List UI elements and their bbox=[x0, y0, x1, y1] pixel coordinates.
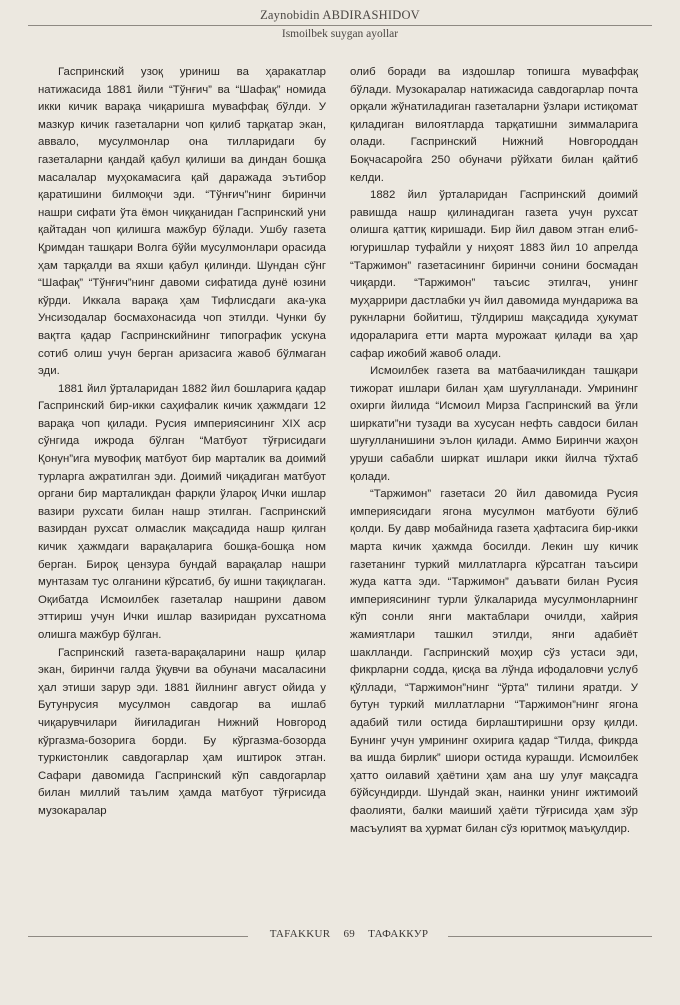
paragraph: “Таржимон” газетаси 20 йил давомида Русия империясидаги ягона мусулмон матбуоти бўлиб қолди. Бу давр мобайнида газета ҳафтасига бир-икки марта кичик ҳажмда босилди. Лекин шу кичик газетанинг туркий миллатларга кўрсатган таъсири жуда катта эди. “Таржимон” даъвати билан Русия империясининг турли ўлкаларида мусулмонларнинг кўп сонли янги мактаблари очилди, хайрия жамиятлари ташкил этилди, янги адабиёт шаклланди. Гаспринский моҳир сўз устаси эди, фикрларни содда, қисқа ва лўнда ифодаловчи услуб қўллади, “Таржимон”нинг “ўрта” тилини яратди. У бутун туркий миллатларни “Таржимон”нинг ягона адабий тили остида бирлаштиришни орзу қилди. Бунинг учун умрининг охирига қадар “Тилда, фикрда ва ишда бирлик” шиори остида курашди. Исмоилбек ҳатто оилавий ҳаётини ҳам ана шу улуғ мақсадга бўйсундирди. Шундай экан, наинки унинг ижтимоий фаолияти, балки маиший ҳаёти тўғрисида ҳам зўр масъулият ва ҳурмат билан сўз юритмоқ маъқулдир. bbox=[350, 488, 638, 835]
paragraph: Гаспринский узоқ уриниш ва ҳаракатлар натижасида 1881 йили “Тўнғич” ва “Шафақ” номида икки кичик варақа чиқаришга муваффақ бўлди. У мазкур кичик газеталарни чоп қилиб тарқатар экан, аввало, мусулмонлар она тилларидаги бу газеталарни қандай қабул қилиши ва диндан бошқа масалалар муҳокамасига қай даражада эътибор қаратишини билмоқчи эди. “Тўнғич”нинг биринчи нашри сифати ўта ёмон чиққанидан Гаспринский уни қайтадан чоп қилишга мажбур бўлади. Ушбу газета Қримдан ташқари Волга бўйи мусулмонлари орасида ҳам тарқалди ва яхши қабул қилинди. Шундан сўнг “Шафақ” “Тўнғич”нинг давоми сифатида дунё юзини кўрди. Иккала варақа ҳам Тифлисдаги ака-ука Унсизодалар босмахонасида чоп этилди. Чунки бу вақтга қадар Гаспринскийнинг типографик ускуна сотиб олиш учун берган аризасига жавоб бўлмаган эди. bbox=[38, 66, 326, 378]
header-author: Zaynobidin ABDIRASHIDOV bbox=[260, 8, 420, 22]
text-column-left bbox=[38, 64, 326, 821]
header-rule bbox=[28, 25, 652, 26]
footer-text bbox=[254, 928, 444, 940]
running-header bbox=[0, 0, 680, 48]
footer-rule bbox=[28, 936, 248, 937]
page-number: 69 bbox=[343, 928, 356, 940]
paragraph: 1882 йил ўрталаридан Гаспринский доимий равишда нашр қилинадиган газета учун рухсат олишга қаттиқ киришади. Бир йил давом этган елиб-югуришлар туфайли у ниҳоят 1883 йил 10 апрелда “Таржимон” газетасининг биринчи сонини босмадан чиқарди. “Таржимон” таъсис этилгач, унинг муҳаррири дастлабки уч йил давомида мундарижа ва рукнларни бойитиш, тўлдириш мақсадида ҳукумат идораларига етти марта мурожаат қилади ва ҳар сафар ижобий жавоб олади. bbox=[350, 189, 638, 360]
paragraph: Гаспринский газета-варақаларини нашр қилар экан, биринчи галда ўқувчи ва обуначи масаласини ҳал этиши зарур эди. 1881 йилнинг август ойида у Бутунрусия мусулмон савдогар ва ишлаб чиқарувчилари йиғиладиган Нижний Новгород кўргазма-бозорига борди. Бу кўргазма-бозорда туркистонлик савдогарлар ҳам иштирок этган. Сафари давомида Гаспринский кўп савдогарлар билан миллий таълим ҳамда матбуот тўғрисида музокаралар bbox=[38, 646, 326, 817]
running-footer bbox=[0, 926, 680, 946]
footer-journal-cyrillic: ТАФАККУР bbox=[368, 928, 429, 940]
paragraph: 1881 йил ўрталаридан 1882 йил бошларига қадар Гаспринский бир-икки саҳифалик кичик ҳажмдаги 12 варақа чоп қилади. Русия империясининг XIX аср сўнгида ижрода бўлган “Матбуот тўғрисидаги Қонун”ига мувофиқ матбуот бир марталик ва доимий турларга ажратилган эди. Доимий чиқадиган матбуот органи бир марталикдан фарқли ўлароқ Ички ишлар вазири рухсати билан нашр этилган. Гаспринский вазирдан рухсат олмаслик мақсадида нашр қилган кичик ҳажмдаги варақаларига бошқа-бошқа ном берган. Бироқ цензура бундай варақалар нашри мунтазам тус олганини кўрсатиб, бу ишни тақиқлаган. Оқибатда Исмоилбек газеталар нашрини давом эттириш учун Ички ишлар вазиридан рухсатнома олишга мажбур бўлган. bbox=[38, 382, 326, 641]
header-subtitle: Ismoilbek suygan ayollar bbox=[281, 28, 399, 40]
text-column-right bbox=[350, 64, 638, 838]
paragraph: Исмоилбек газета ва матбаачиликдан ташқари тижорат ишлари билан ҳам шуғулланади. Умрининг охирги йилида “Исмоил Мирза Гаспринский ва ўғли ширкати”ни тузади ва хусусан нефть савдоси билан шуғулланишини эълон қилади. Аммо Биринчи жаҳон уруши сабабли ширкат ишлари икки йилча тўхтаб қолади. bbox=[350, 365, 638, 483]
paragraph-continued: олиб боради ва издошлар топишга муваффақ бўлади. Музокаралар натижасида савдогарлар почта орқали жўнатиладиган газеталарни ўзлари истиқомат қиладиган вилоятларда тарқатишни зиммаларига олади. Гаспринский Нижний Новгороддан Боқчасаройга 250 обуначи рўйхати билан қайтиб келди. bbox=[350, 66, 638, 184]
footer-rule bbox=[448, 936, 652, 937]
footer-journal-latin: TAFAKKUR bbox=[269, 928, 331, 940]
